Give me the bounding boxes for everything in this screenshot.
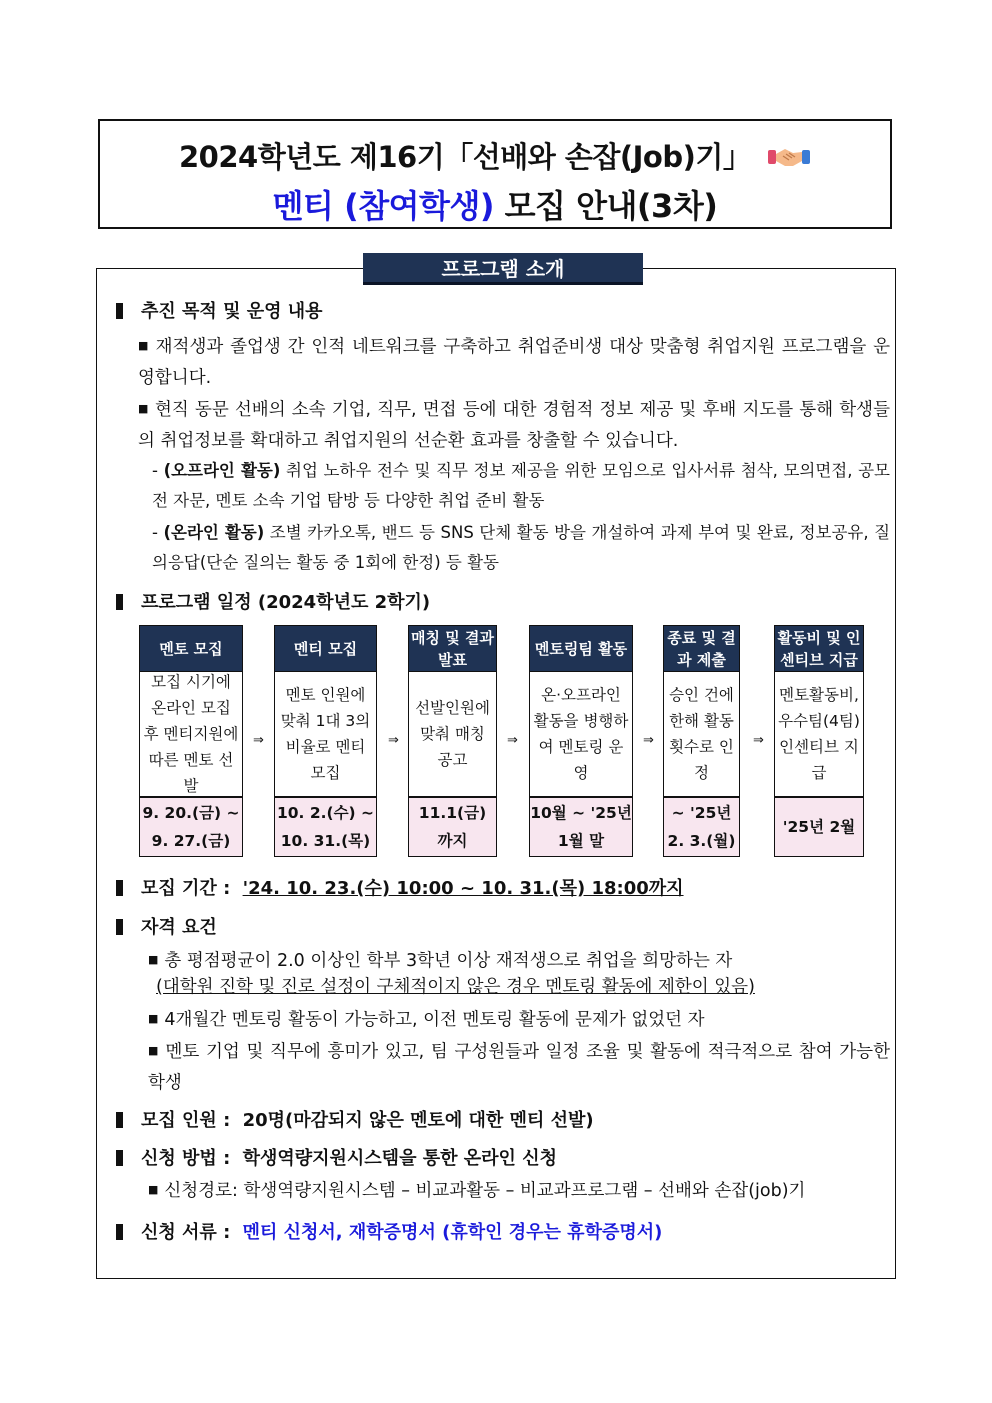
section-purpose [116, 297, 323, 323]
schedule-step-body: 승인 건에 한해 활동 횟수로 인정 [663, 672, 740, 797]
flow-arrow-icon: ⇒ [753, 733, 764, 748]
title-mentee: 멘티 (참여학생) [272, 187, 494, 225]
section-qualification [116, 913, 217, 939]
bullet-icon: ■ [138, 339, 150, 352]
schedule-step-head: 멘토 모집 [139, 625, 243, 672]
offline-activity: - (오프라인 활동) 취업 노하우 전수 및 직무 정보 제공을 위한 모임으로 입사서류 첨삭, 모의면접, 공모전 자문, 멘토 소속 기업 탐방 등 다양한 취업 준비 활동 [152, 461, 890, 510]
headcount-value: 20명(마감되지 않은 멘토에 대한 멘티 선발) [242, 1110, 594, 1131]
bullet-icon: ■ [148, 953, 159, 966]
qualification-item-1: ■ 총 평점평균이 2.0 이상인 학부 3학년 이상 재적생으로 취업을 희망하는 자 [148, 951, 733, 971]
qualification-note: (대학원 진학 및 진로 설정이 구체적이지 않은 경우 멘토링 활동에 제한이 있음) [156, 977, 755, 997]
section-marker-icon [116, 880, 123, 896]
schedule-step-date: 10월 ~ '25년 1월 말 [529, 797, 633, 857]
schedule-step-date: 9. 20.(금) ~ 9. 27.(금) [139, 797, 243, 857]
section-marker-icon [116, 1150, 123, 1166]
title-line1 [100, 135, 890, 176]
schedule-step-date: '25년 2월 [774, 797, 864, 857]
flow-arrow-icon: ⇒ [253, 733, 264, 748]
schedule-step-head: 활동비 및 인센티브 지급 [774, 625, 864, 672]
purpose-bullet-1: ■ 재적생과 졸업생 간 인적 네트워크를 구축하고 취업준비생 대상 맞춤형 취업지원 프로그램을 운영합니다. [138, 337, 890, 388]
schedule-step-body: 멘토 인원에 맞춰 1대 3의 비율로 멘티 모집 [274, 672, 377, 797]
schedule-step-head: 멘티 모집 [274, 625, 377, 672]
section-marker-icon [116, 303, 123, 319]
schedule-step-head: 매칭 및 결과발표 [408, 625, 497, 672]
method-path: ■ 신청경로: 학생역량지원시스템 – 비교과활동 – 비교과프로그램 – 선배와 손잡(job)기 [148, 1181, 806, 1201]
online-label: (온라인 활동) [163, 523, 265, 542]
title-box [98, 119, 892, 229]
offline-label: (오프라인 활동) [163, 461, 281, 480]
qualification-item-3: ■ 멘토 기업 및 직무에 흥미가 있고, 팀 구성원들과 일정 조율 및 활동에 적극적으로 참여 가능한 학생 [148, 1042, 890, 1093]
flow-arrow-icon: ⇒ [388, 733, 399, 748]
section-schedule [116, 588, 430, 614]
period-value: '24. 10. 23.(수) 10:00 ~ 10. 31.(목) 18:00까지 [242, 878, 684, 899]
schedule-step-date: 11.1(금) 까지 [408, 797, 497, 857]
bullet-icon: ■ [148, 1012, 159, 1025]
section-marker-icon [116, 1112, 123, 1128]
schedule-step-body: 온·오프라인 활동을 병행하여 멘토링 운영 [529, 672, 633, 797]
section-period [116, 874, 684, 900]
section-marker-icon [116, 919, 123, 935]
program-tag: 프로그램 소개 [363, 253, 643, 285]
section-heading: 추진 목적 및 운영 내용 [141, 301, 323, 322]
section-heading: 모집 기간 : [141, 878, 231, 899]
schedule-step-body: 모집 시기에 온라인 모집 후 멘티지원에 따른 멘토 선발 [139, 672, 243, 797]
documents-value: 멘티 신청서, 재학증명서 (휴학인 경우는 휴학증명서) [242, 1222, 663, 1243]
section-heading: 모집 인원 : [141, 1110, 231, 1131]
schedule-step-date: ~ '25년 2. 3.(월) [663, 797, 740, 857]
flow-arrow-icon: ⇒ [643, 733, 654, 748]
title-line2 [100, 181, 890, 227]
online-activity: - (온라인 활동) 조별 카카오톡, 밴드 등 SNS 단체 활동 방을 개설하여 과제 부여 및 완료, 정보공유, 질의응답(단순 질의는 활동 중 1회에 한정) 등 활동 [152, 523, 891, 572]
bullet-icon: ■ [148, 1044, 160, 1057]
schedule-step-date: 10. 2.(수) ~ 10. 31.(목) [274, 797, 377, 857]
schedule-step-body: 멘토활동비, 우수팀(4팀) 인센티브 지급 [774, 672, 864, 797]
section-heading: 프로그램 일정 (2024학년도 2학기) [141, 592, 431, 613]
purpose-bullet-2: ■ 현직 동문 선배의 소속 기업, 직무, 면접 등에 대한 경험적 정보 제공 및 후배 지도를 통해 학생들의 취업정보를 확대하고 취업지원의 선순환 효과를 창출할 수 있습니다. [138, 400, 890, 451]
section-documents [116, 1218, 662, 1244]
title-text: 2024학년도 제16기「선배와 손잡(Job)기」 [178, 140, 752, 174]
bullet-icon: ■ [148, 1183, 159, 1196]
section-marker-icon [116, 594, 123, 610]
schedule-step-head: 멘토링팀 활동 [529, 625, 633, 672]
section-headcount [116, 1106, 594, 1132]
schedule-step-body: 선발인원에 맞춰 매칭 공고 [408, 672, 497, 797]
method-value: 학생역량지원시스템을 통한 온라인 신청 [242, 1148, 557, 1169]
handshake-icon [767, 144, 811, 170]
section-method [116, 1144, 557, 1170]
title-recruit: 모집 안내(3차) [504, 187, 718, 225]
schedule-step-head: 종료 및 결과 제출 [663, 625, 740, 672]
section-marker-icon [116, 1224, 123, 1240]
bullet-icon: ■ [138, 402, 149, 415]
section-heading: 자격 요건 [141, 917, 217, 938]
flow-arrow-icon: ⇒ [507, 733, 518, 748]
qualification-item-2: ■ 4개월간 멘토링 활동이 가능하고, 이전 멘토링 활동에 문제가 없었던 자 [148, 1010, 705, 1030]
section-heading: 신청 서류 : [141, 1222, 231, 1243]
section-heading: 신청 방법 : [141, 1148, 231, 1169]
